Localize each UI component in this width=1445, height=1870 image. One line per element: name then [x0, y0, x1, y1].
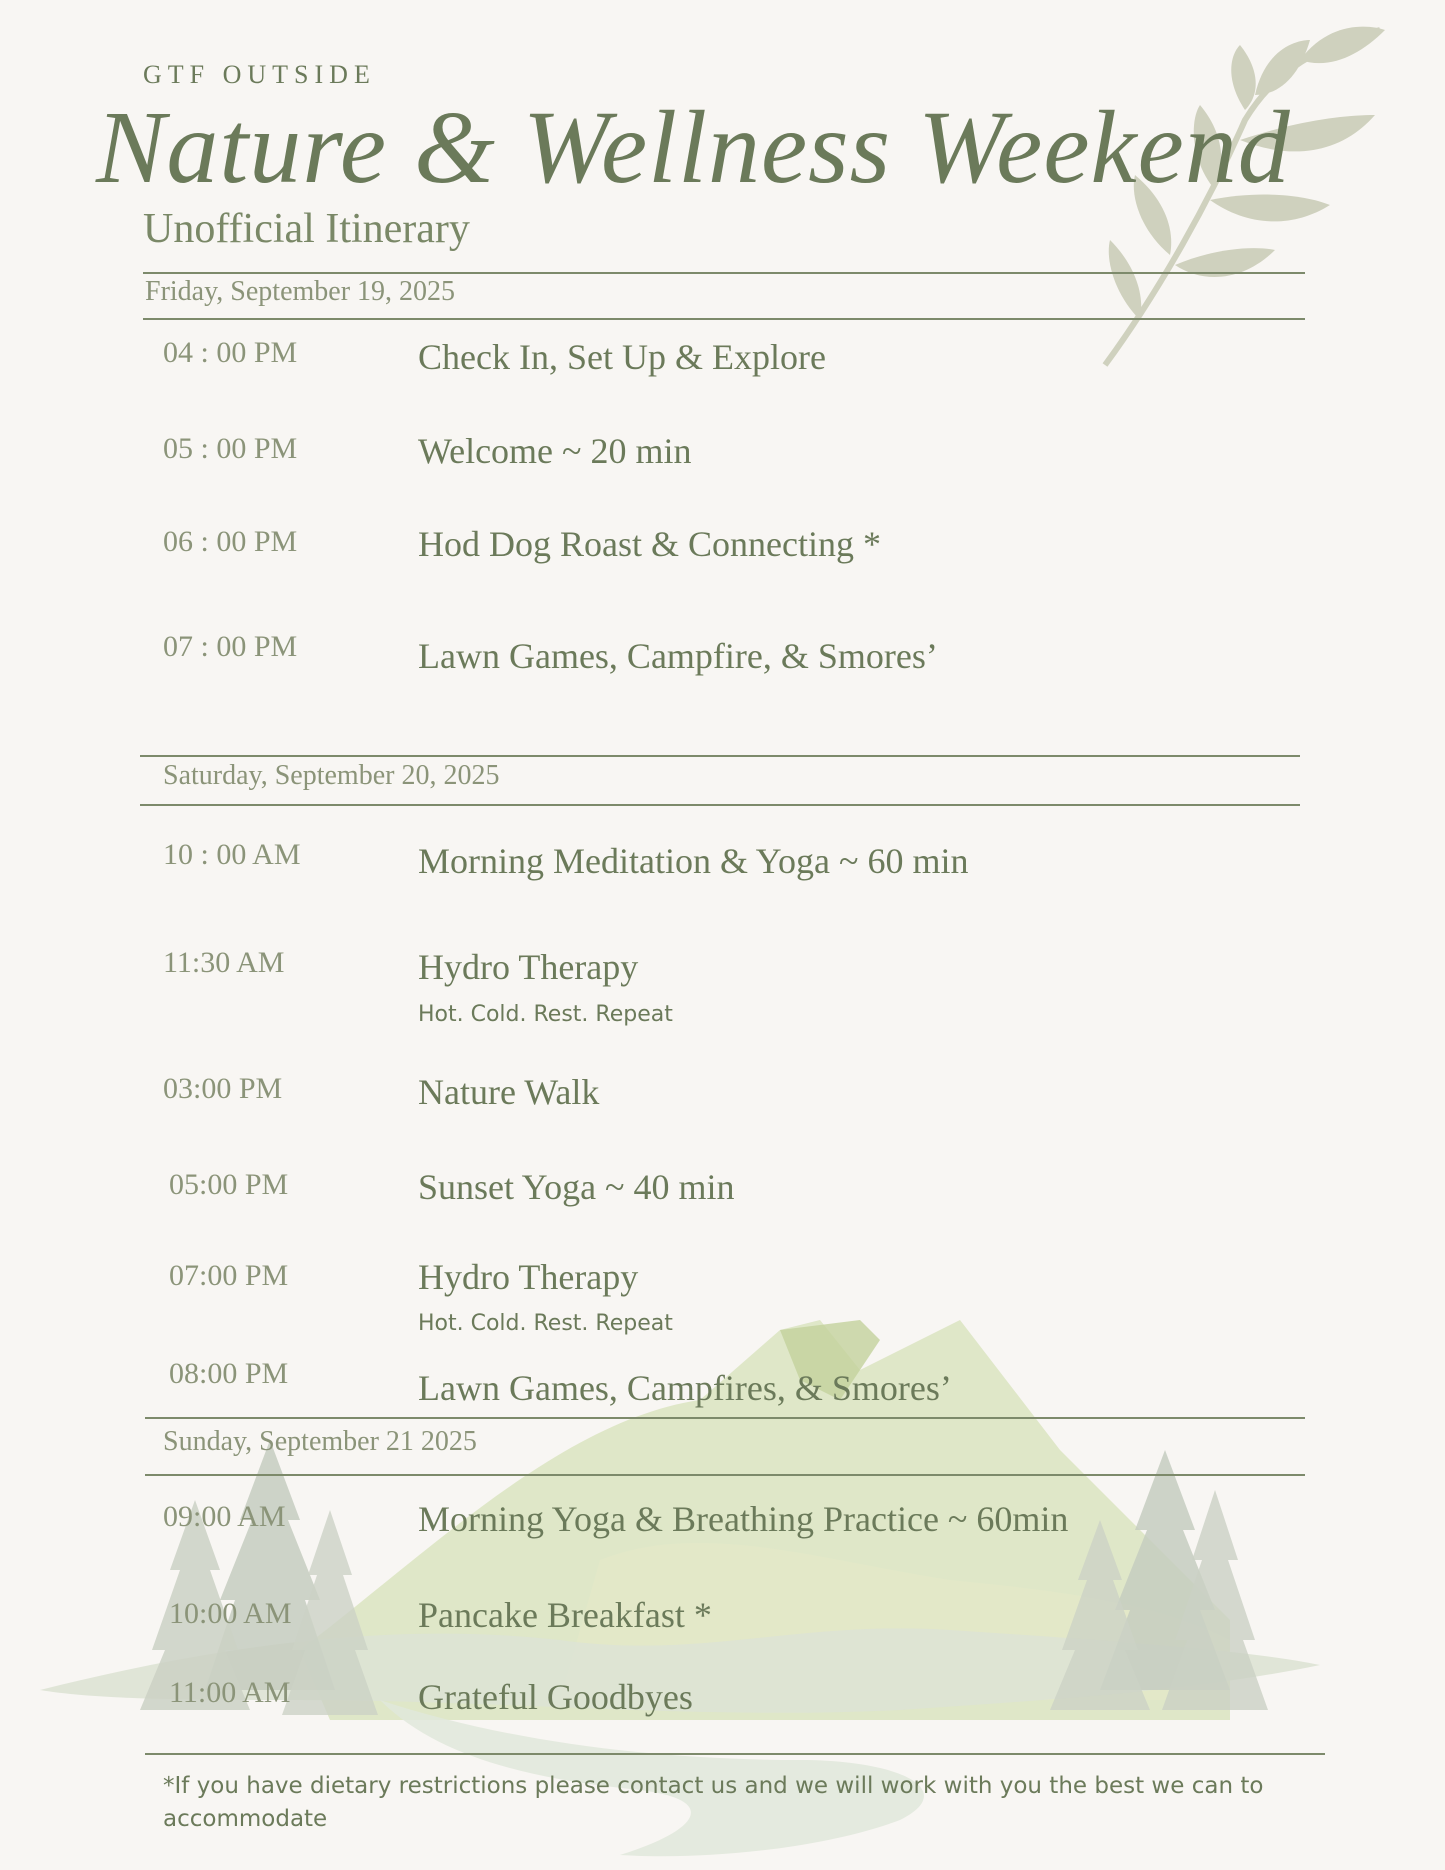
day-header-sunday: Sunday, September 21 2025	[163, 1426, 477, 1457]
footnote: *If you have dietary restrictions please contact us and we will work with you the best we can to accommodate	[163, 1773, 1264, 1832]
schedule-activity: Hydro Therapy	[418, 1257, 639, 1297]
schedule-time: 03:00 PM	[163, 1072, 283, 1105]
schedule-time: 08:00 PM	[169, 1357, 289, 1390]
schedule-activity: Lawn Games, Campfire, & Smores’	[418, 636, 938, 676]
schedule-activity: Morning Meditation & Yoga ~ 60 min	[418, 841, 969, 881]
schedule-time: 09:00 AM	[163, 1500, 286, 1533]
brand-name: GTF OUTSIDE	[143, 60, 376, 89]
schedule-note: Hot. Cold. Rest. Repeat	[418, 1311, 673, 1336]
divider	[140, 755, 1300, 757]
schedule-activity: Morning Yoga & Breathing Practice ~ 60min	[418, 1499, 1069, 1539]
schedule-note: Hot. Cold. Rest. Repeat	[418, 1002, 673, 1027]
divider	[145, 1417, 1305, 1419]
schedule-time: 10 : 00 AM	[163, 838, 301, 871]
schedule-time: 04 : 00 PM	[163, 336, 298, 369]
schedule-time: 10:00 AM	[169, 1597, 292, 1630]
schedule-activity: Hydro Therapy	[418, 947, 639, 987]
schedule-activity: Grateful Goodbyes	[418, 1677, 693, 1717]
page-title: Nature & Wellness Weekend	[96, 90, 1291, 205]
schedule-activity: Welcome ~ 20 min	[418, 431, 692, 471]
schedule-activity: Nature Walk	[418, 1072, 600, 1112]
page-subtitle: Unofficial Itinerary	[143, 206, 470, 252]
divider	[140, 804, 1300, 806]
schedule-activity: Hod Dog Roast & Connecting *	[418, 524, 881, 564]
divider	[145, 1474, 1305, 1476]
day-header-saturday: Saturday, September 20, 2025	[163, 760, 500, 791]
schedule-activity: Check In, Set Up & Explore	[418, 337, 826, 377]
schedule-activity: Lawn Games, Campfires, & Smores’	[418, 1368, 952, 1408]
schedule-time: 05 : 00 PM	[163, 432, 298, 465]
day-header-friday: Friday, September 19, 2025	[145, 276, 456, 307]
schedule-time: 06 : 00 PM	[163, 525, 298, 558]
schedule-time: 11:30 AM	[163, 946, 285, 979]
schedule-time: 07:00 PM	[169, 1259, 289, 1292]
schedule-time: 07 : 00 PM	[163, 630, 298, 663]
divider	[145, 1753, 1325, 1755]
divider	[143, 272, 1305, 274]
schedule-activity: Pancake Breakfast *	[418, 1595, 712, 1635]
schedule-activity: Sunset Yoga ~ 40 min	[418, 1167, 735, 1207]
schedule-time: 05:00 PM	[169, 1168, 289, 1201]
divider	[143, 318, 1305, 320]
schedule-time: 11:00 AM	[169, 1676, 291, 1709]
